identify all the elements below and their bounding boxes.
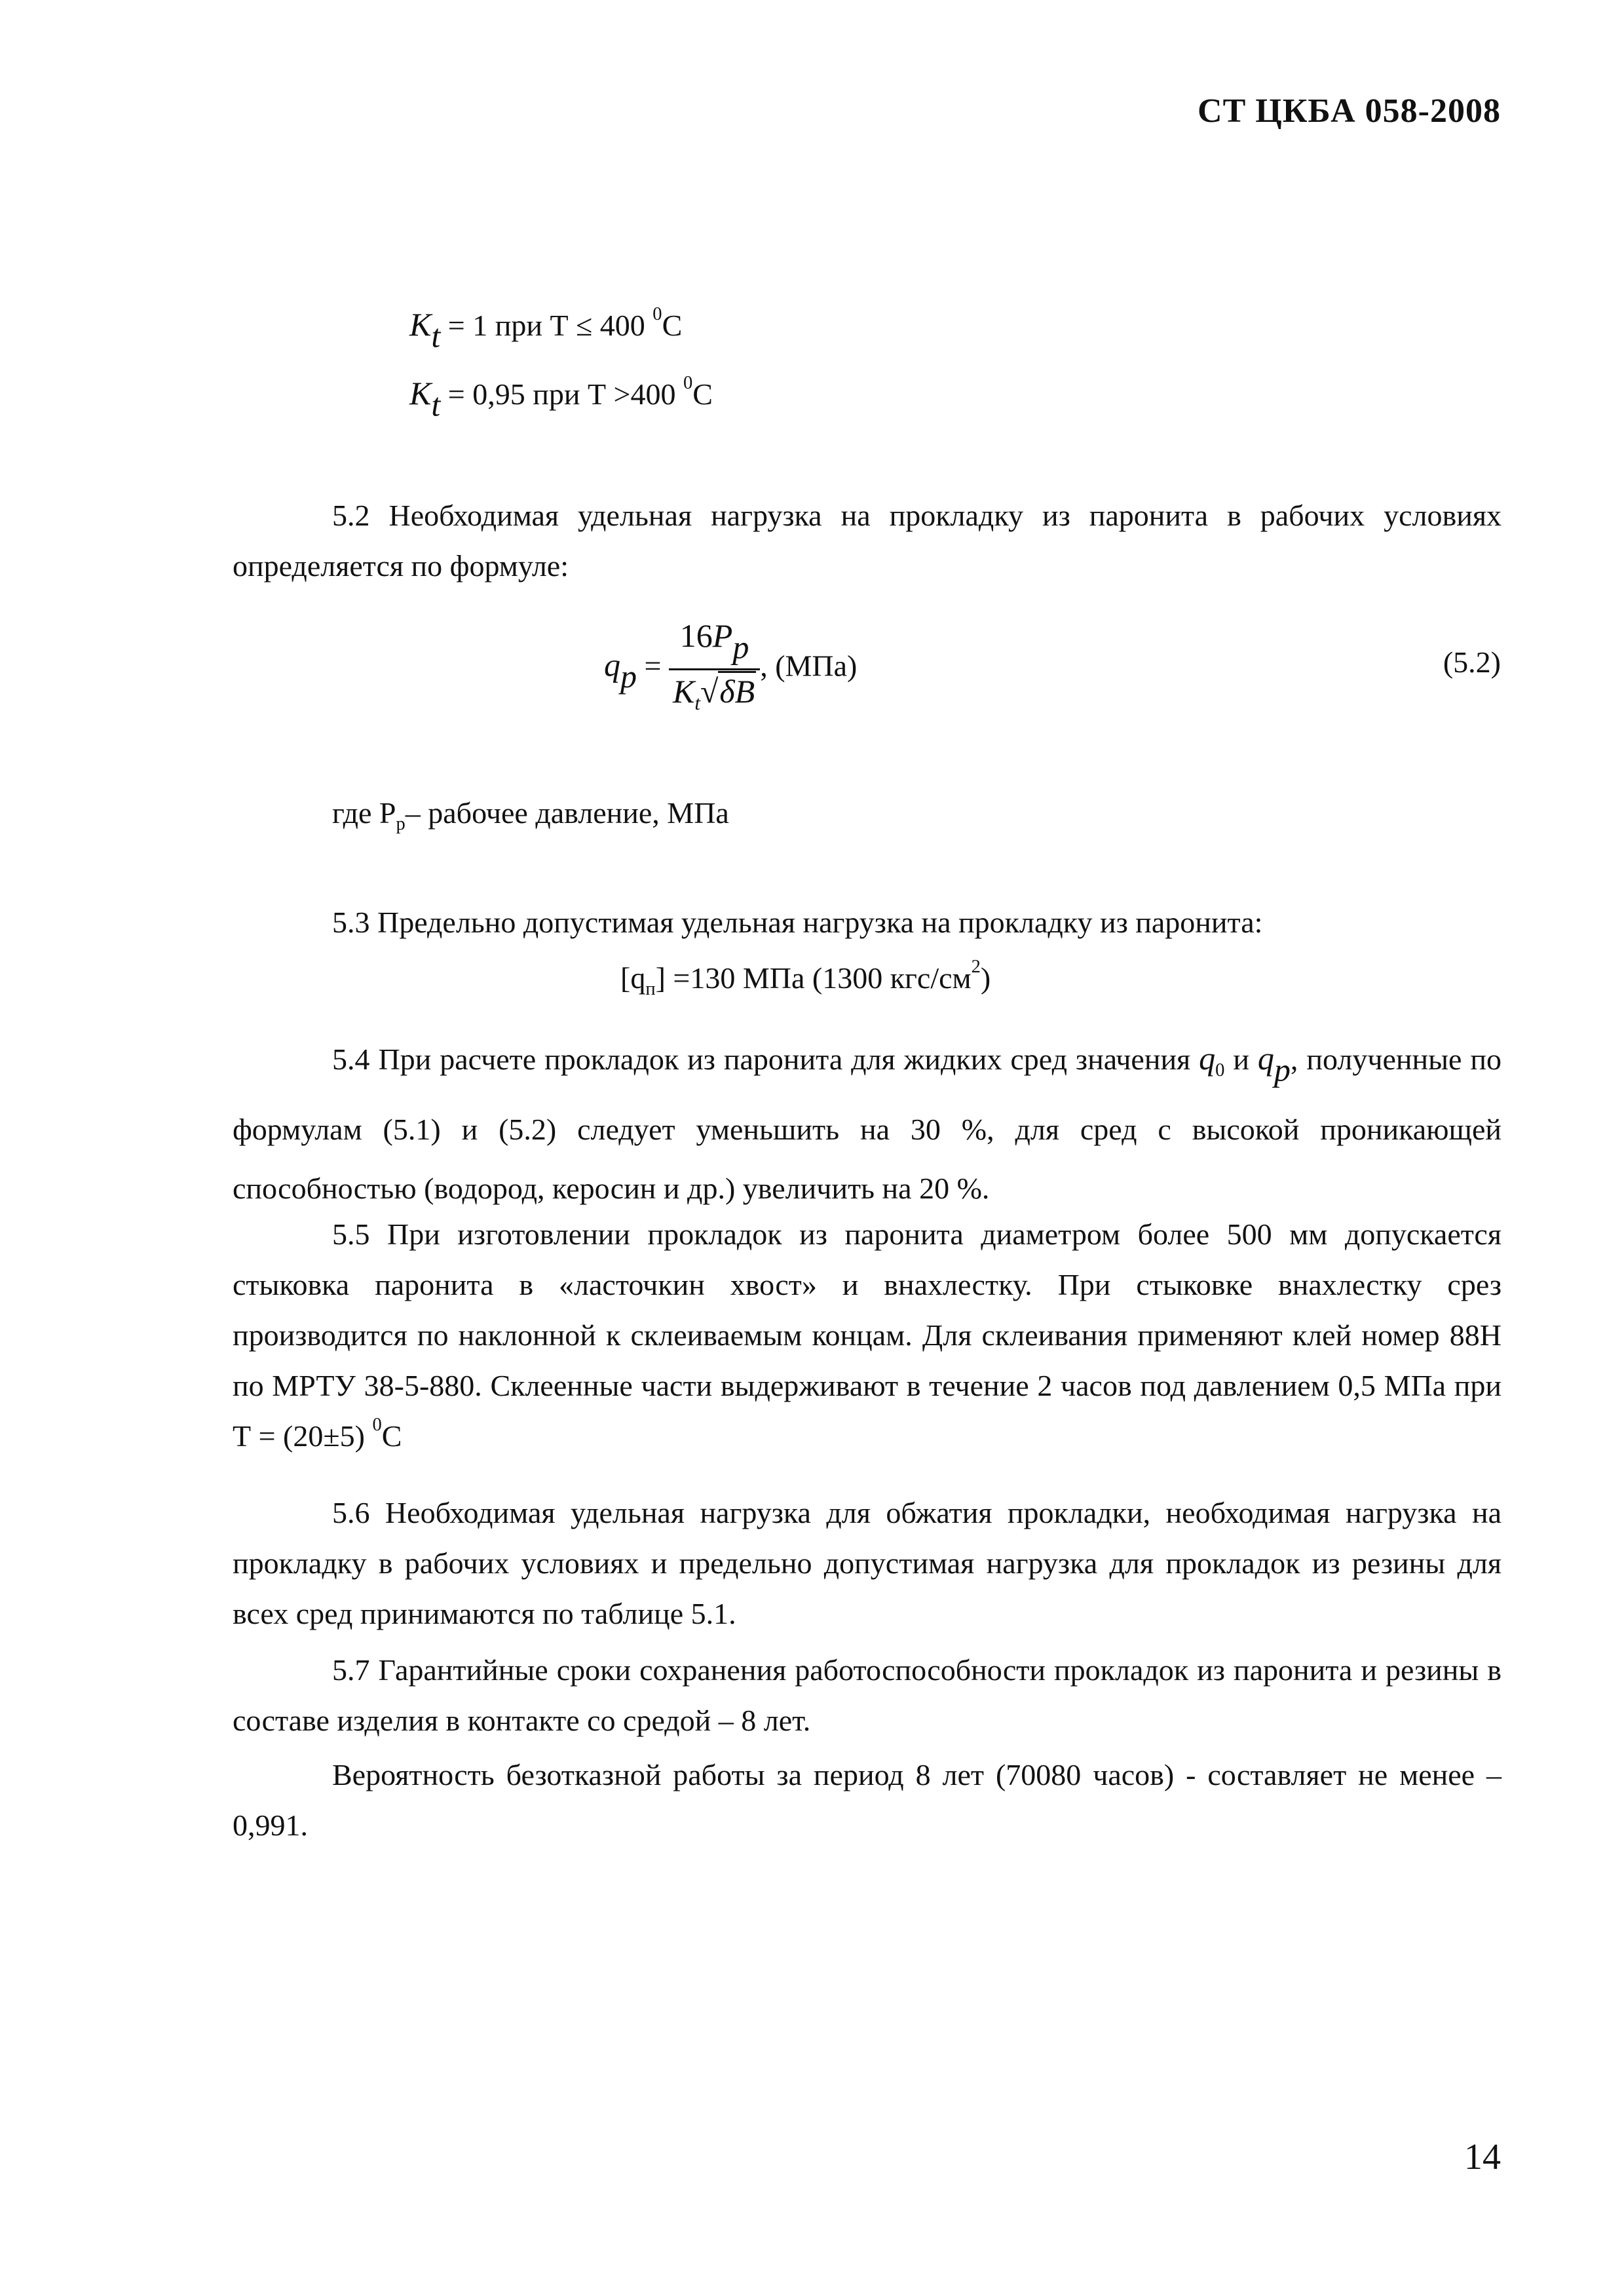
paragraph-5-5 bbox=[233, 1209, 1501, 1461]
formula-unit: , (МПа) bbox=[760, 649, 858, 683]
page-number: 14 bbox=[1464, 2137, 1501, 2177]
formula-lhs-sub: p bbox=[620, 658, 637, 695]
num-var: P bbox=[712, 617, 733, 654]
den-root: δB bbox=[718, 671, 756, 710]
formula-5-3-c: ) bbox=[980, 961, 991, 995]
formula-5-2 bbox=[604, 615, 857, 723]
where-text: где Р bbox=[332, 796, 396, 830]
num-sub: p bbox=[732, 628, 749, 666]
paragraph-5-2: 5.2 Необходимая удельная нагрузка на прокладку из паронита в рабочих условиях определяется по формуле: bbox=[233, 499, 1501, 583]
paragraph-5-6: 5.6 Необходимая удельная нагрузка для обжатия прокладки, необходимая нагрузка на прокладку в рабочих условиях и предельно допустимая нагрузка для прокладок из резины для всех сред принимаются по таблице 5.1. bbox=[233, 1496, 1501, 1630]
kt-line-2 bbox=[409, 372, 713, 423]
formula-5-3 bbox=[620, 956, 991, 999]
formula-fraction bbox=[669, 615, 760, 723]
p54-text-a: 5.4 При расчете прокладок из паронита для жидких сред значения bbox=[332, 1043, 1199, 1076]
kt-unit: С bbox=[692, 377, 713, 411]
where-pressure bbox=[332, 798, 729, 833]
kt-var: K bbox=[409, 306, 432, 343]
kt-sub: t bbox=[431, 386, 441, 423]
formula-5-3-b: ] =130 МПа (1300 кгс/см bbox=[655, 961, 972, 995]
qp-var: q bbox=[1257, 1040, 1274, 1077]
sqrt-icon: √ bbox=[700, 672, 719, 710]
kt-text: = 1 при Т ≤ 400 bbox=[440, 309, 653, 342]
num-coef: 16 bbox=[679, 617, 713, 654]
paragraph-5-3: 5.3 Предельно допустимая удельная нагрузка на прокладку из паронита: bbox=[332, 906, 1263, 939]
degree-sup: 0 bbox=[652, 303, 662, 324]
where-sub: р bbox=[396, 813, 406, 834]
p54-text-b: , полученные по формулам (5.1) и (5.2) следует уменьшить на 30 %, для сред с высокой проникающей способностью (водород, керосин и др.) увеличить на 20 %. bbox=[233, 1043, 1501, 1205]
degree-sup: 0 bbox=[372, 1414, 382, 1435]
formula-lhs-var: q bbox=[604, 646, 620, 683]
q0-var: q bbox=[1199, 1040, 1216, 1077]
formula-5-3-sup: 2 bbox=[971, 956, 981, 977]
kt-line-1 bbox=[409, 303, 683, 354]
qp-sub: p bbox=[1274, 1051, 1291, 1088]
p55-unit: С bbox=[381, 1419, 402, 1453]
degree-sup: 0 bbox=[683, 372, 693, 393]
formula-5-3-a: [q bbox=[620, 961, 646, 995]
kt-sub: t bbox=[431, 317, 441, 354]
den-var: K bbox=[672, 672, 695, 710]
kt-unit: С bbox=[662, 309, 683, 342]
formula-denominator bbox=[669, 670, 760, 724]
paragraph-5-4 bbox=[233, 1029, 1501, 1218]
paragraph-5-7: 5.7 Гарантийные сроки сохранения работоспособности прокладок из паронита и резины в составе изделия в контакте со средой – 8 лет. bbox=[233, 1653, 1501, 1737]
formula-numerator bbox=[669, 615, 760, 670]
den-sub: t bbox=[694, 691, 700, 714]
document-code: СТ ЦКБА 058-2008 bbox=[1198, 92, 1501, 130]
formula-5-3-sub: п bbox=[645, 978, 656, 999]
formula-equals: = bbox=[644, 649, 662, 683]
formula-number: (5.2) bbox=[1443, 645, 1501, 679]
kt-text: = 0,95 при Т >400 bbox=[440, 377, 683, 411]
paragraph-probability: Вероятность безотказной работы за период 8 лет (70080 часов) - составляет не менее – 0,991. bbox=[233, 1758, 1501, 1842]
q0-sub: 0 bbox=[1215, 1060, 1225, 1081]
kt-var: K bbox=[409, 375, 432, 411]
p54-and: и bbox=[1224, 1043, 1258, 1076]
where-desc: – рабочее давление, МПа bbox=[405, 796, 729, 830]
p55-text: 5.5 При изготовлении прокладок из паронита диаметром более 500 мм допускается стыковка паронита в «ласточкин хвост» и внахлестку. При стыковке внахлестку срез производится по наклонной к склеиваемым концам. Для склеивания применяют клей номер 88Н по МРТУ 38-5-880. Склеенные части выдерживают в течение 2 часов под давлением 0,5 МПа при Т = (20±5) bbox=[233, 1217, 1501, 1453]
